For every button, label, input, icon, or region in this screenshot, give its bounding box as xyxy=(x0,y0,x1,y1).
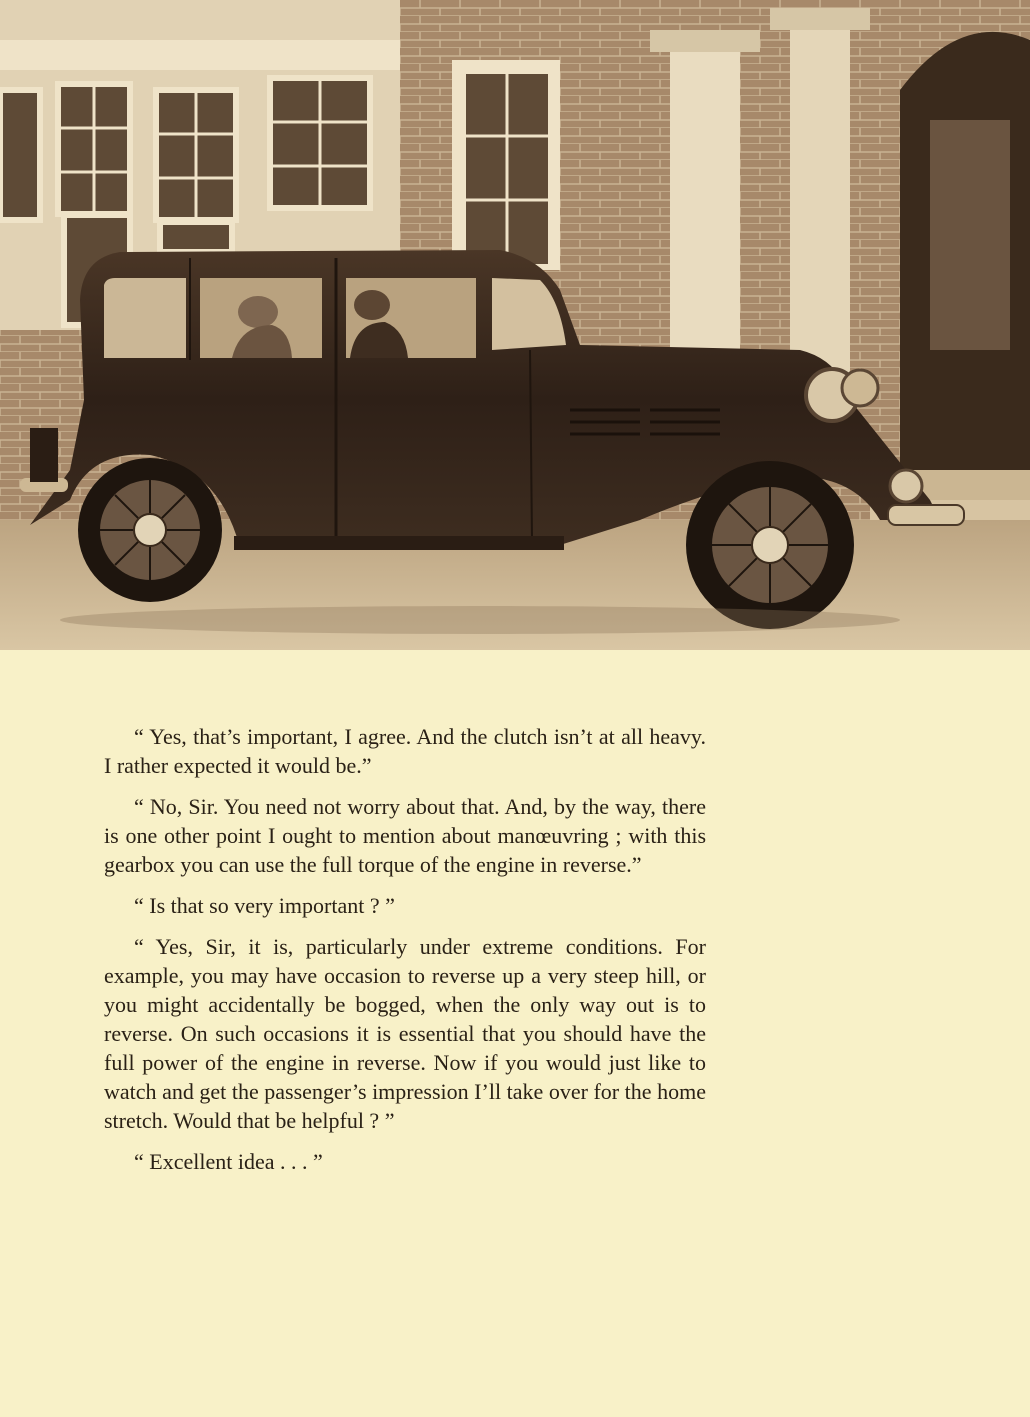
dialogue-paragraph-2: “ No, Sir. You need not worry about that. And, by the way, there is one other point I ought to mention about manœuvring ; with this gearbox you can use the full torque of the engine in reverse.” xyxy=(104,794,706,877)
front-wheel xyxy=(686,461,854,629)
dialogue-paragraph-1: “ Yes, that’s important, I agree. And the clutch isn’t at all heavy. I rather expected it would be.” xyxy=(104,724,706,778)
dialogue-text xyxy=(104,722,706,1188)
rear-wheel xyxy=(78,458,222,602)
dialogue-paragraph-5: “ Excellent idea . . . ” xyxy=(134,1149,323,1174)
car-photograph xyxy=(0,0,1030,650)
dialogue-paragraph-4: “ Yes, Sir, it is, particularly under extreme conditions. For example, you may have occasion to reverse up a very steep hill, or you might accidentally be bogged, when the only way out is to reverse. On such occasions it is essential that you should have the full power of the engine in reverse. Now if you would just like to watch and get the passenger’s impression I’ll take over for the home stretch. Would that be helpful ? ” xyxy=(104,934,706,1133)
dialogue-paragraph-3: “ Is that so very important ? ” xyxy=(134,893,395,918)
